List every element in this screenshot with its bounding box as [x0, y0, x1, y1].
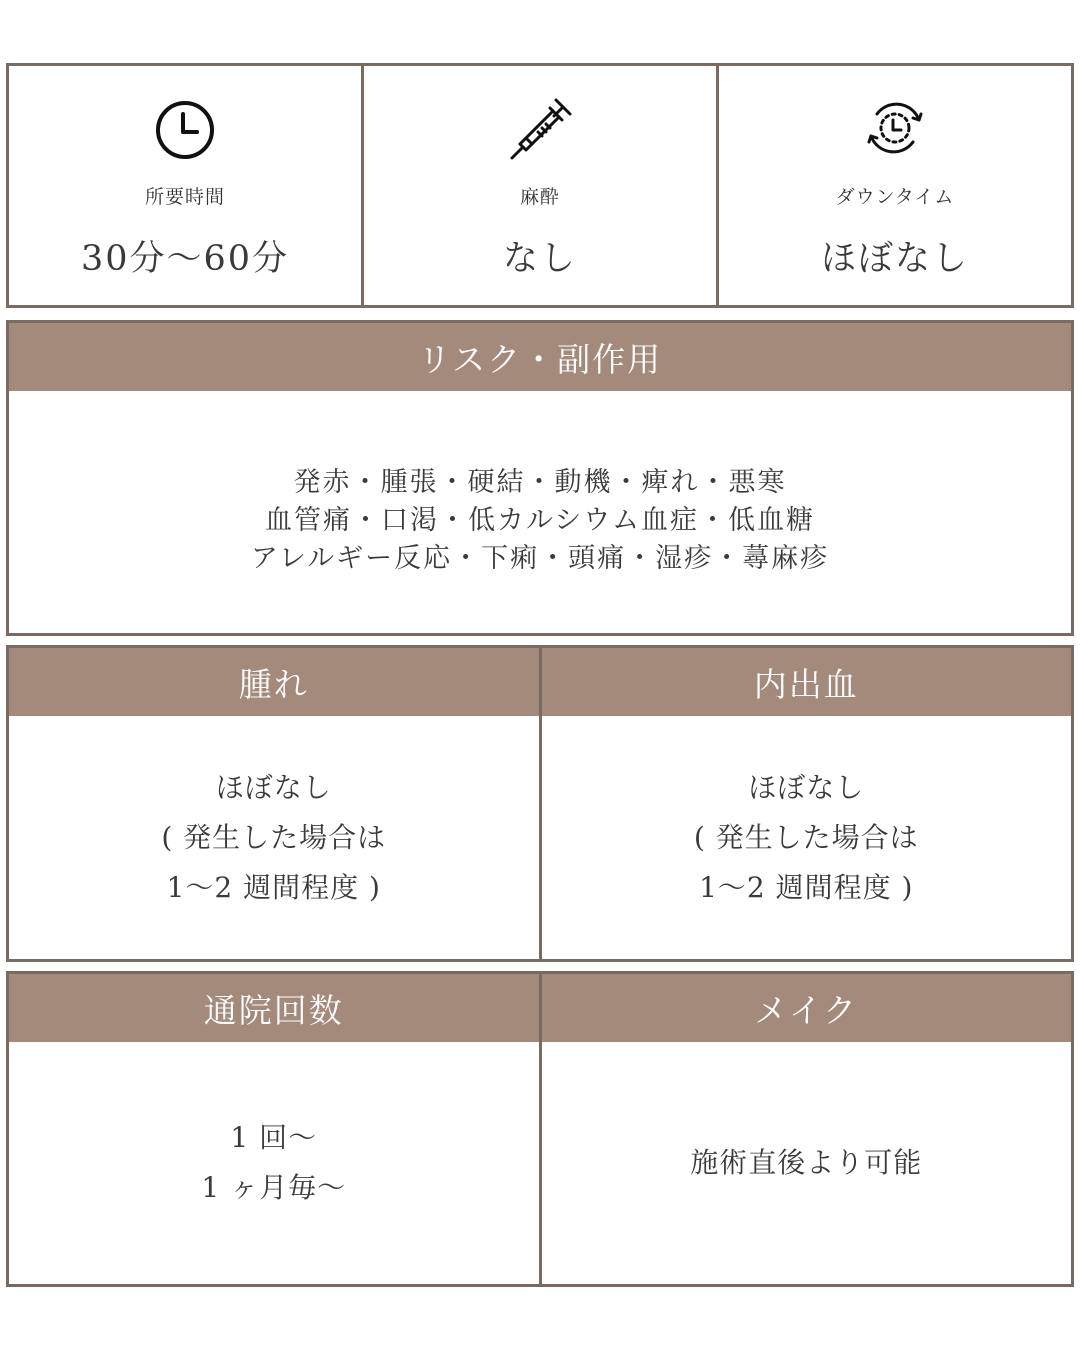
visits-makeup-section [6, 971, 1074, 1287]
risk-section [6, 320, 1074, 636]
makeup-column [542, 974, 1072, 1284]
card-label: 麻酔 [519, 186, 560, 208]
section-header: メイク [542, 974, 1072, 1042]
summary-cards [6, 63, 1074, 308]
swelling-column [9, 648, 542, 959]
body-line: ほぼなし [215, 770, 332, 804]
body-line: ほぼなし [748, 770, 865, 804]
clock-icon [153, 94, 217, 166]
body-line: ( 発生した場合は [161, 820, 387, 854]
risk-line: アレルギー反応・下痢・頭痛・湿疹・蕁麻疹 [250, 543, 830, 574]
section-header: 内出血 [542, 648, 1072, 716]
card-value: ほぼなし [820, 239, 969, 279]
swelling-body [9, 716, 539, 959]
swelling-bruising-section [6, 645, 1074, 962]
body-line: 1〜2 週間程度 ) [699, 870, 914, 904]
syringe-icon [504, 94, 576, 166]
risk-line: 発赤・腫張・硬結・動機・痺れ・悪寒 [293, 467, 787, 498]
body-line: 1 回〜 [230, 1121, 318, 1154]
body-line: 施術直後より可能 [690, 1146, 923, 1179]
card-label: ダウンタイム [835, 186, 955, 208]
makeup-body [542, 1042, 1072, 1284]
risk-line: 血管痛・口渇・低カルシウム血症・低血糖 [264, 505, 816, 536]
card-downtime [719, 66, 1071, 305]
card-label: 所要時間 [144, 186, 225, 208]
body-line: ( 発生した場合は [693, 820, 919, 854]
bruising-body [542, 716, 1072, 959]
visits-column [9, 974, 542, 1284]
section-header: 腫れ [9, 648, 539, 716]
risk-list [9, 391, 1071, 633]
section-header: 通院回数 [9, 974, 539, 1042]
section-header: リスク・副作用 [9, 323, 1071, 391]
card-anesthesia [364, 66, 719, 305]
card-duration [9, 66, 364, 305]
card-value: 30分〜60分 [80, 239, 290, 279]
card-value: なし [502, 239, 577, 279]
visits-body [9, 1042, 539, 1284]
body-line: 1〜2 週間程度 ) [166, 870, 381, 904]
cycle-clock-icon [857, 94, 933, 166]
bruising-column [542, 648, 1072, 959]
body-line: 1 ヶ月毎〜 [201, 1171, 347, 1204]
